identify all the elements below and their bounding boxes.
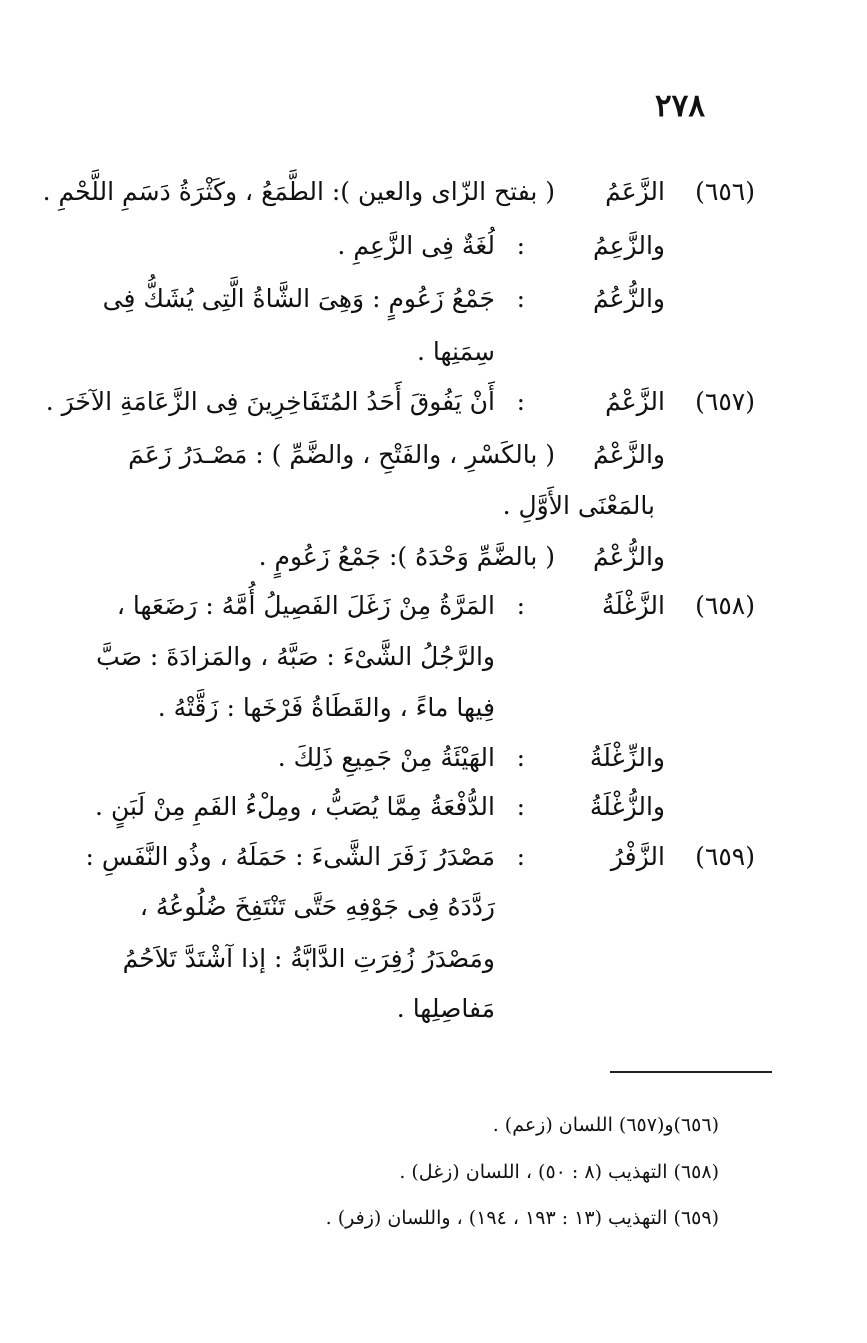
headword: والزُّعُمُ [593,284,665,313]
page-number: ٢٧٨ [655,88,705,124]
headword: والزُّغْلَةُ [589,792,665,821]
entry-line [95,224,755,268]
definition: أَنْ يَفُوقَ أَحَدُ المُتَفَاخِرِينَ فِى الزَّعَامَةِ الآخَرَ . [45,387,495,416]
definition: الهَيْئَةُ مِنْ جَمِيعِ ذَلِكَ . [277,743,495,772]
definition: بالمَعْنَى الأَوَّلِ . [502,491,655,520]
entry-number: (٦٥٦) [695,177,755,206]
headword: والزَّعِمُ [593,231,665,260]
continuation-line [95,330,755,374]
entry-line [95,785,755,829]
definition: فِيها ماءً ، والقَطَاةُ فَرْخَها : زَقَّتْهُ . [157,693,495,722]
separator: : [516,792,525,821]
definition: مَفاصِلِها . [396,994,495,1023]
separator: : [516,842,525,871]
definition: رَدَّدَهُ فِى جَوْفِهِ حَتَّى تَنْتَفِخَ ضُلُوعُهُ ، [139,892,495,921]
continuation-line [95,484,755,528]
continuation-line [95,686,755,730]
definition: ( بفتح الزّاى والعين ): الطَّمَعُ ، وكَثْرَةُ دَسَمِ اللَّحْمِ . [42,177,555,206]
entry-line [95,736,755,780]
definition: الدُّفْعَةُ مِمَّا يُصَبُّ ، ومِلْءُ الفَمِ مِنْ لَبَنٍ . [95,792,495,821]
footnote: (٦٥٨) التهذيب (٨ : ٥٠) ، اللسان (زغل) . [399,1161,719,1183]
headword: والزَّعْمُ [593,440,665,469]
definition: والرَّجُلُ الشَّىْءَ : صَبَّهُ ، والمَزادَةَ : صَبَّ [96,642,495,671]
entry-number: (٦٥٩) [695,842,755,871]
entry-number: (٦٥٨) [695,591,755,620]
headword: الزَّعْمُ [605,387,665,416]
continuation-line [95,987,755,1031]
entry-line [95,535,755,579]
separator: : [516,284,525,313]
footnote-divider [610,1071,772,1073]
headword: الزَّفْرُ [610,842,665,871]
footnote: (٦٥٦)و(٦٥٧) اللسان (زعم) . [492,1114,719,1136]
entry-line [85,835,755,879]
entry-line [95,277,755,321]
definition: جَمْعُ زَعُومٍ : وَهِىَ الشَّاةُ الَّتِى يُشَكُّ فِى [102,284,495,313]
continuation-line [95,885,755,929]
separator: : [516,591,525,620]
entry-line [45,380,755,424]
entry-line [42,170,755,214]
continuation-line [95,937,755,981]
definition: مَصْدَرُ زَفَرَ الشَّىءَ : حَمَلَهُ ، وذُو النَّفَسِ : [85,842,495,871]
separator: : [516,387,525,416]
definition: ( بالكَسْرِ ، والفَتْحِ ، والضَّمِّ ) : مَصْـدَرُ زَعَمَ [128,440,555,469]
entry-number: (٦٥٧) [695,387,755,416]
footnote: (٦٥٩) التهذيب (١٣ : ١٩٣ ، ١٩٤) ، واللسان (زفر) . [325,1207,719,1229]
headword: الزَّعَمُ [605,177,665,206]
definition: سِمَنِها . [417,337,495,366]
headword: والزُّعْمُ [593,542,665,571]
separator: : [516,231,525,260]
definition: ( بالضَّمِّ وَحْدَهُ ): جَمْعُ زَعُومٍ . [258,542,555,571]
entry-line [95,433,755,477]
continuation-line [95,635,755,679]
headword: الزَّغْلَةُ [601,591,665,620]
definition: المَرَّةُ مِنْ زَغَلَ الفَصِيلُ أُمَّهُ : رَضَعَها ، [116,591,495,620]
definition: ومَصْدَرُ زُفِرَتِ الدَّابَّةُ : إذا آشْتَدَّ تَلاَحُمُ [122,944,495,973]
definition: لُغَةٌ فِى الزَّعِمِ . [337,231,495,260]
separator: : [516,743,525,772]
entry-line [95,584,755,628]
headword: والزِّغْلَةُ [589,743,665,772]
